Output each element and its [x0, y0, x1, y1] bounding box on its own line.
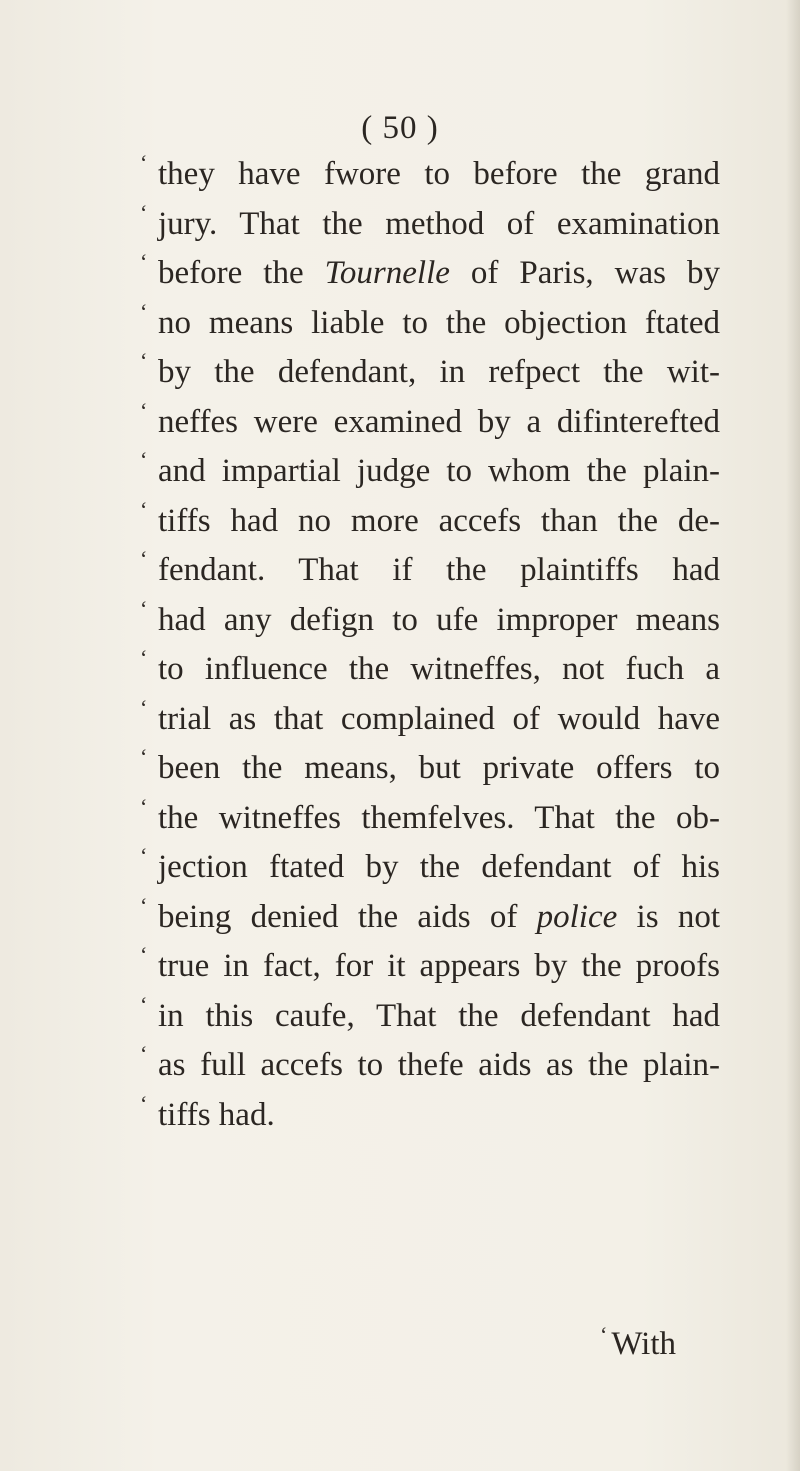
- line-text: [158, 299, 720, 349]
- text-line: [140, 546, 720, 596]
- text-line: [140, 497, 720, 547]
- quote-mark: ‘: [140, 496, 148, 522]
- text-segment: jury. That the method of examination: [158, 205, 720, 242]
- line-text: [158, 596, 720, 646]
- text-segment: by the defendant, in refpect the wit-: [158, 354, 720, 390]
- line-text: [158, 645, 720, 695]
- line-text: [158, 893, 720, 943]
- line-text: [158, 942, 720, 992]
- line-text: [158, 150, 720, 200]
- catchword: [600, 1322, 676, 1363]
- text-line: [140, 249, 720, 299]
- quote-mark: ‘: [140, 199, 148, 225]
- line-text: [158, 695, 720, 745]
- text-line: [140, 200, 720, 250]
- text-segment: as full accefs to thefe aids as the plain-: [158, 1047, 720, 1083]
- line-text: [158, 249, 720, 299]
- line-text: [158, 843, 720, 893]
- text-line: [140, 1091, 720, 1141]
- quote-mark: ‘: [140, 595, 148, 621]
- line-text: [158, 447, 720, 497]
- text-line: [140, 645, 720, 695]
- body-text: [140, 150, 720, 1140]
- line-text: [158, 497, 720, 547]
- quote-mark: ‘: [140, 793, 148, 819]
- text-segment: fendant. That if the plaintiffs had: [158, 552, 720, 588]
- catchword-text: With: [611, 1326, 676, 1362]
- text-line: [140, 447, 720, 497]
- text-segment: had any defign to ufe improper means: [158, 601, 720, 638]
- quote-mark: ‘: [140, 694, 148, 720]
- text-line: [140, 596, 720, 646]
- text-segment: tiffs had no more accefs than the de-: [158, 502, 720, 539]
- text-line: [140, 893, 720, 943]
- text-segment: been the means, but private offers to: [158, 750, 720, 786]
- quote-mark: ‘: [140, 645, 148, 670]
- text-segment: true in fact, for it appears by the proofs: [158, 948, 720, 984]
- text-line: [140, 744, 720, 794]
- quote-mark: ‘: [140, 892, 148, 918]
- line-text: [158, 348, 720, 398]
- text-segment: of Paris, was by: [449, 255, 720, 291]
- page-number: [0, 110, 800, 147]
- text-line: [140, 150, 720, 200]
- page-spine-shadow: [786, 0, 800, 1471]
- text-segment: no means liable to the objection ftated: [158, 304, 720, 341]
- text-segment: the witneffes themfelves. That the ob-: [158, 799, 720, 836]
- text-line: [140, 299, 720, 349]
- text-segment: before the: [158, 255, 325, 291]
- quote-mark: ‘: [140, 744, 148, 769]
- text-segment: in this caufe, That the defendant had: [158, 997, 720, 1034]
- page-number-text: ( 50 ): [361, 110, 439, 146]
- text-segment: is not: [617, 898, 720, 935]
- text-line: [140, 1041, 720, 1091]
- text-line: [140, 942, 720, 992]
- quote-mark: ‘: [140, 298, 148, 324]
- italic-word: police: [536, 898, 618, 935]
- line-text: [158, 398, 720, 448]
- text-segment: they have fwore to before the grand: [158, 156, 720, 192]
- quote-mark: ‘: [140, 348, 148, 373]
- line-text: [158, 1041, 720, 1091]
- quote-mark: ‘: [140, 1090, 148, 1116]
- quote-mark: ‘: [140, 546, 148, 571]
- text-segment: to influence the witneffes, not fuch a: [158, 651, 720, 687]
- line-text: [158, 744, 720, 794]
- text-segment: and impartial judge to whom the plain-: [158, 453, 720, 489]
- quote-mark: ‘: [140, 991, 148, 1017]
- text-segment: tiffs had.: [158, 1096, 275, 1133]
- quote-mark: ‘: [140, 942, 148, 967]
- text-segment: trial as that complained of would have: [158, 700, 720, 737]
- quote-mark: ‘: [140, 150, 148, 175]
- italic-word: Tournelle: [324, 255, 450, 291]
- line-text: [158, 546, 720, 596]
- text-segment: neffes were examined by a difinterefted: [158, 403, 720, 440]
- quote-mark: ‘: [140, 249, 148, 274]
- catchword-quote-mark: ‘: [600, 1322, 608, 1347]
- text-line: [140, 843, 720, 893]
- text-line: [140, 992, 720, 1042]
- text-line: [140, 695, 720, 745]
- quote-mark: ‘: [140, 1041, 148, 1066]
- line-text: [158, 794, 720, 844]
- text-segment: being denied the aids of: [158, 898, 537, 935]
- quote-mark: ‘: [140, 843, 148, 868]
- line-text: [158, 200, 720, 250]
- line-text: [158, 992, 720, 1042]
- text-line: [140, 348, 720, 398]
- quote-mark: ‘: [140, 397, 148, 423]
- text-line: [140, 398, 720, 448]
- quote-mark: ‘: [140, 447, 148, 472]
- line-text: [158, 1091, 275, 1141]
- text-line: [140, 794, 720, 844]
- text-segment: jection ftated by the defendant of his: [158, 849, 720, 885]
